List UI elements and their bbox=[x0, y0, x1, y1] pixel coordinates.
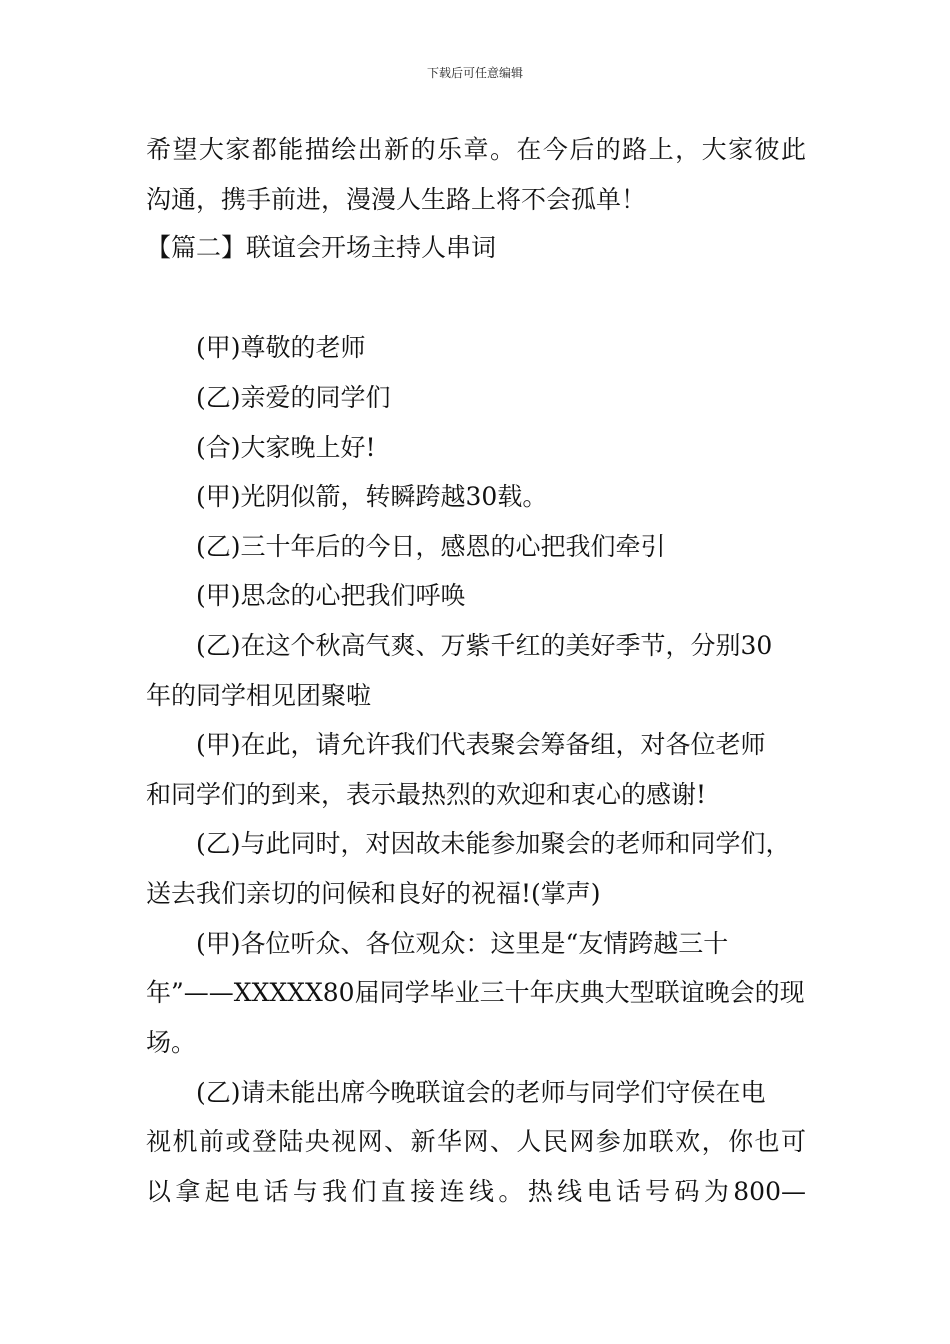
text-line: (甲)尊敬的老师 bbox=[196, 333, 366, 362]
text-line: 和同学们的到来，表示最热烈的欢迎和衷心的感谢! bbox=[146, 780, 707, 809]
text-line: 送去我们亲切的问候和良好的祝福!(掌声) bbox=[146, 879, 601, 908]
text-line: (乙)与此同时，对因故未能参加聚会的老师和同学们， bbox=[196, 829, 791, 858]
text-line: (乙)亲爱的同学们 bbox=[196, 383, 391, 412]
text-line: (甲)光阴似箭，转瞬跨越30载。 bbox=[196, 482, 548, 511]
text-line: (甲)各位听众、各位观众：这里是“友情跨越三十 bbox=[196, 929, 729, 958]
text-line: 视机前或登陆央视网、新华网、人民网参加联欢，你也可 bbox=[146, 1127, 806, 1156]
text-line: 年的同学相见团聚啦 bbox=[146, 681, 372, 710]
text-line: (甲)思念的心把我们呼唤 bbox=[196, 581, 466, 610]
text-line: (甲)在此，请允许我们代表聚会筹备组，对各位老师 bbox=[196, 730, 766, 759]
text-line: 以拿起电话与我们直接连线。热线电话号码为800— bbox=[146, 1177, 806, 1206]
text-line: (乙)在这个秋高气爽、万紫千红的美好季节，分别30 bbox=[196, 631, 773, 660]
text-line: (乙)三十年后的今日，感恩的心把我们牵引 bbox=[196, 532, 666, 561]
text-line: 希望大家都能描绘出新的乐章。在今后的路上，大家彼此 bbox=[146, 135, 806, 164]
text-line: (乙)请未能出席今晚联谊会的老师与同学们守侯在电 bbox=[196, 1078, 766, 1107]
text-line: 沟通，携手前进，漫漫人生路上将不会孤单！ bbox=[146, 185, 647, 214]
section-heading: 【篇二】联谊会开场主持人串词 bbox=[146, 233, 497, 262]
text-line: 场。 bbox=[146, 1028, 197, 1057]
page-header: 下载后可任意编辑 bbox=[426, 66, 523, 80]
text-line: (合)大家晚上好! bbox=[196, 433, 376, 462]
text-line: 年”——XXXXX80届同学毕业三十年庆典大型联谊晚会的现 bbox=[146, 978, 805, 1007]
